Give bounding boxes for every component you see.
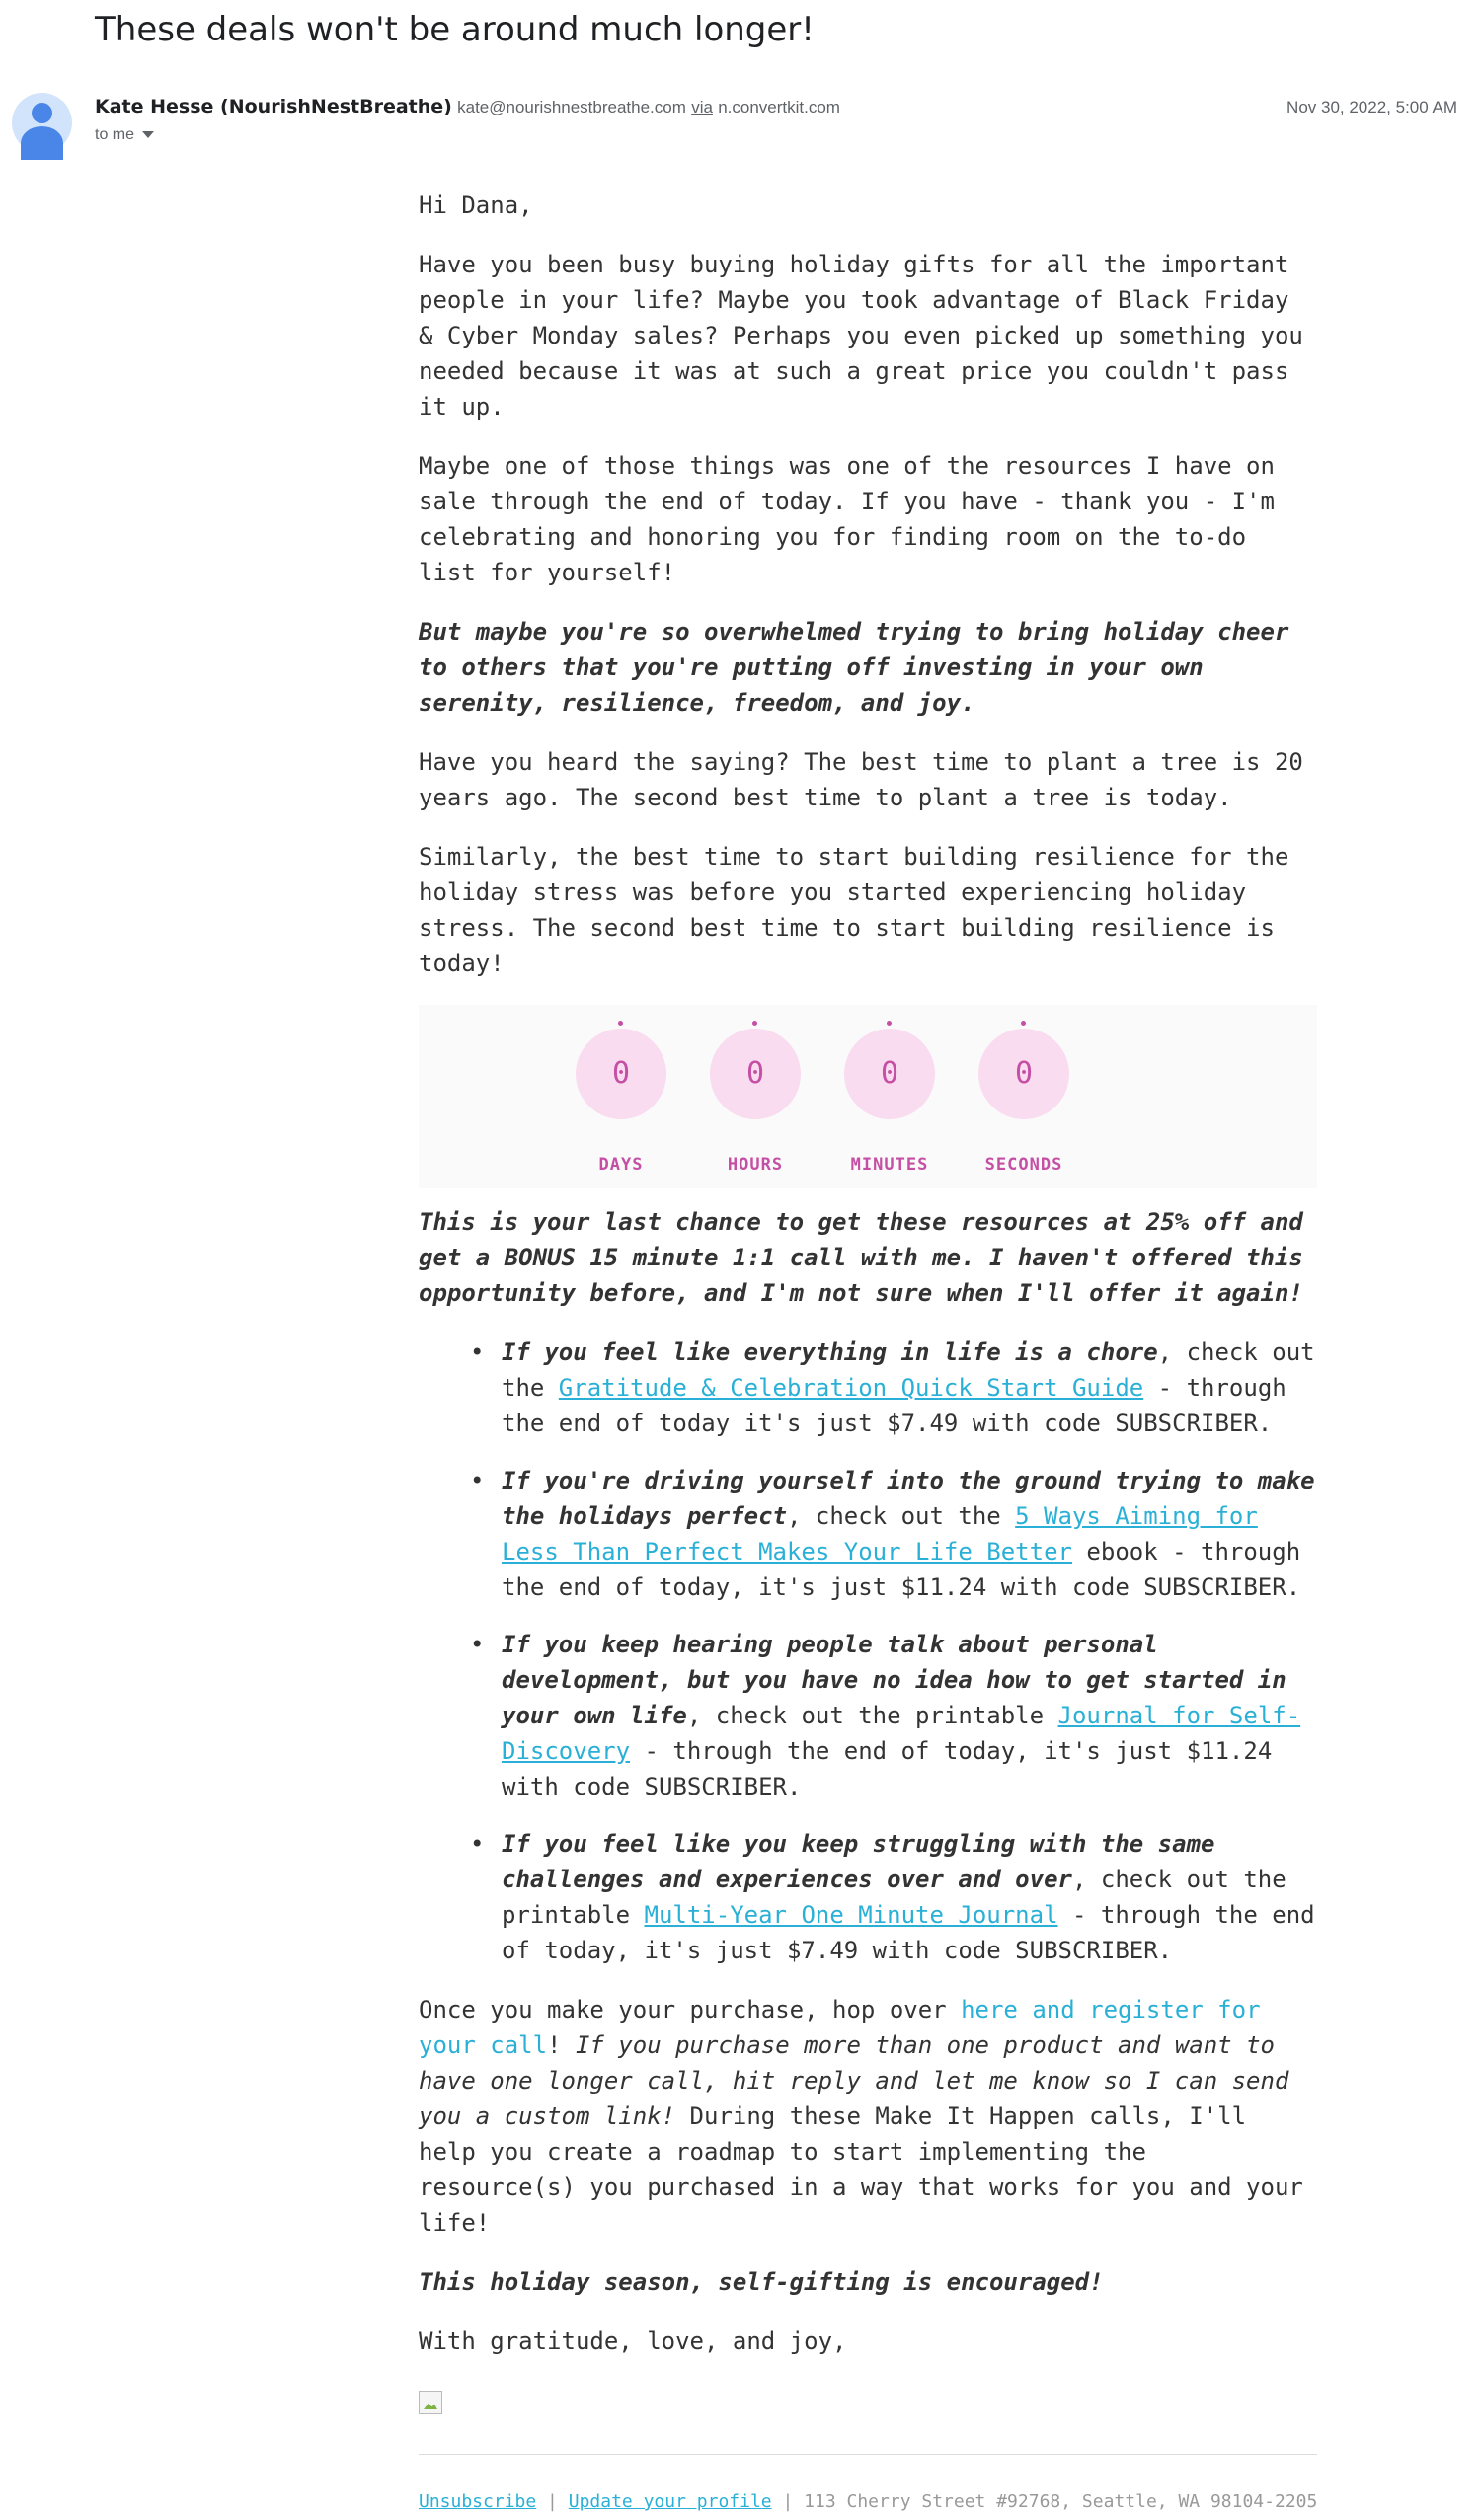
countdown-days-value: 0 — [611, 1056, 631, 1091]
paragraph-5: Similarly, the best time to start building resilience for the holiday stress was before you started experiencing holiday stress. The second best time to start building resilience is today! — [419, 843, 1289, 977]
greeting: Hi Dana, — [419, 191, 533, 219]
list-item — [502, 1463, 1317, 1605]
offer-text: , check out the — [786, 1502, 1016, 1530]
countdown-hours-circle — [710, 1029, 801, 1119]
paragraph-6: This is your last chance to get these resources at 25% off and get a BONUS 15 minute 1:1 call with me. I haven't offered this opportunity before, and I'm not sure when I'll offer it again! — [419, 1208, 1303, 1307]
offer-lead: If you're driving yourself into the ground trying to make the holidays perfect — [502, 1467, 1315, 1530]
gratitude-guide-link[interactable]: Gratitude & Celebration Quick Start Guide — [558, 1374, 1144, 1402]
paragraph-2: Maybe one of those things was one of the resources I have on sale through the end of today. If you have - thank you - I'm celebrating and honoring you for finding room on the to-do list for yourself! — [419, 452, 1275, 586]
unsubscribe-link[interactable]: Unsubscribe — [419, 2491, 537, 2512]
offer-text: , check out the printable — [686, 1702, 1058, 1729]
countdown-hours-label: HOURS — [727, 1155, 784, 1175]
email-subject: These deals won't be around much longer! — [95, 10, 815, 49]
less-than-perfect-ebook-link[interactable]: 5 Ways Aiming for Less Than Perfect Makes Your Life Better — [502, 1502, 1258, 1565]
countdown-seconds-value: 0 — [1014, 1056, 1034, 1091]
p7-italic: If you purchase more than one product and want to have one longer call, hit reply and let me know so I can send you a custom link! — [419, 2031, 1289, 2130]
paragraph-3: But maybe you're so overwhelmed trying to bring holiday cheer to others that you're putting off investing in your own serenity, resilience, freedom, and joy. — [419, 618, 1289, 717]
countdown-dot — [887, 1021, 892, 1026]
paragraph-8: This holiday season, self-gifting is encouraged! — [419, 2268, 1104, 2296]
recipient-toggle[interactable] — [95, 126, 154, 144]
sender-email: kate@nourishnestbreathe.com — [457, 98, 686, 116]
footer-divider — [419, 2454, 1317, 2455]
offer-list — [502, 1335, 1317, 1968]
via-domain: n.convertkit.com — [718, 98, 840, 116]
offer-text: ebook - through the end of today, it's just $11.24 with code SUBSCRIBER. — [502, 1538, 1301, 1601]
list-item — [502, 1335, 1317, 1441]
countdown-dot — [752, 1021, 757, 1026]
offer-lead: If you feel like you keep struggling with the same challenges and experiences over and over — [502, 1830, 1215, 1893]
footer-address: 113 Cherry Street #92768, Seattle, WA 98104-2205 — [804, 2491, 1318, 2512]
via-label[interactable]: via — [691, 98, 713, 116]
countdown-timer — [419, 1005, 1317, 1188]
avatar-person-icon — [32, 103, 52, 123]
offer-text: , check out the printable — [502, 1866, 1286, 1929]
p7-text: ! — [547, 2031, 576, 2059]
countdown-minutes-label: MINUTES — [850, 1155, 929, 1175]
offer-text: - through the end of today, it's just $11.24 with code SUBSCRIBER. — [502, 1737, 1273, 1800]
countdown-hours-value: 0 — [745, 1056, 765, 1091]
paragraph-4: Have you heard the saying? The best time to plant a tree is 20 years ago. The second best time to plant a tree is today. — [419, 748, 1303, 811]
countdown-days — [567, 1005, 675, 1183]
update-profile-link[interactable]: Update your profile — [568, 2491, 772, 2512]
countdown-dot — [1021, 1021, 1026, 1026]
sender-avatar[interactable] — [12, 93, 72, 153]
email-footer — [419, 2484, 1317, 2520]
chevron-down-icon[interactable] — [142, 131, 154, 138]
one-minute-journal-link[interactable]: Multi-Year One Minute Journal — [644, 1901, 1058, 1929]
countdown-seconds-label: SECONDS — [984, 1155, 1063, 1175]
paragraph-1: Have you been busy buying holiday gifts for all the important people in your life? Maybe you took advantage of Black Friday & Cyber Monday sales? Perhaps you even picked up something you needed because it was at such a great price you couldn't pass it up. — [419, 251, 1303, 420]
avatar-person-icon-body — [21, 126, 63, 160]
countdown-days-label: DAYS — [598, 1155, 644, 1175]
countdown-seconds-circle — [978, 1029, 1069, 1119]
paragraph-7 — [419, 1992, 1317, 2241]
offer-lead: If you feel like everything in life is a chore — [502, 1338, 1158, 1366]
email-body — [419, 188, 1317, 2520]
countdown-seconds — [970, 1005, 1078, 1183]
p7-text: Once you make your purchase, hop over — [419, 1996, 962, 2024]
countdown-dot — [618, 1021, 623, 1026]
sender-line — [95, 96, 840, 118]
offer-text: - through the end of today, it's just $7.49 with code SUBSCRIBER. — [502, 1901, 1315, 1964]
countdown-days-circle — [576, 1029, 666, 1119]
self-discovery-journal-link[interactable]: Journal for Self-Discovery — [502, 1702, 1301, 1765]
countdown-minutes — [835, 1005, 944, 1183]
broken-image-icon — [419, 2391, 442, 2414]
footer-separator: | — [771, 2491, 805, 2512]
register-call-link[interactable]: here and register for your call — [419, 1996, 1261, 2059]
countdown-minutes-value: 0 — [880, 1056, 899, 1091]
email-date: Nov 30, 2022, 5:00 AM — [1286, 98, 1457, 116]
offer-lead: If you keep hearing people talk about personal development, but you have no idea how to get started in your own life — [502, 1631, 1286, 1729]
sender-name[interactable]: Kate Hesse (NourishNestBreathe) — [95, 96, 452, 117]
offer-text: - through the end of today it's just $7.49 with code SUBSCRIBER. — [502, 1374, 1286, 1437]
countdown-minutes-circle — [844, 1029, 935, 1119]
to-me-label: to me — [95, 126, 135, 143]
signoff: With gratitude, love, and joy, — [419, 2328, 847, 2355]
offer-text: , check out the — [502, 1338, 1315, 1402]
countdown-hours — [701, 1005, 810, 1183]
p7-text: During these Make It Happen calls, I'll help you create a roadmap to start implementing the resource(s) you purchased in a way that works for you and your life! — [419, 2102, 1303, 2237]
list-item — [502, 1627, 1317, 1804]
list-item — [502, 1826, 1317, 1968]
footer-separator: | — [536, 2491, 569, 2512]
